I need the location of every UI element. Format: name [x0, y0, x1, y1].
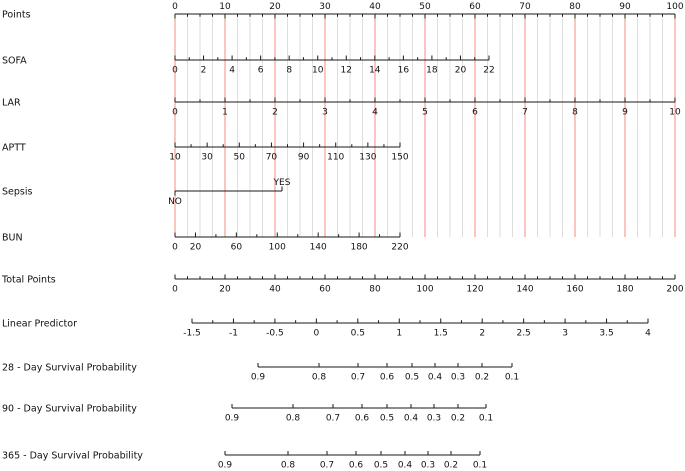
tick-label: 90: [619, 2, 631, 12]
row-label-survival-28: 28 - Day Survival Probability: [2, 362, 137, 374]
tick-label: 10: [219, 2, 231, 12]
tick-label: 0.7: [319, 460, 335, 471]
tick-label: 16: [397, 65, 410, 76]
tick-label: 40: [369, 2, 381, 12]
tick-label: 20: [219, 284, 231, 295]
tick-label: 0.6: [379, 372, 395, 383]
tick-label: -1.5: [183, 328, 201, 339]
tick-label: 0.1: [504, 372, 520, 383]
row-label-sepsis: Sepsis: [2, 186, 33, 198]
tick-label: 4: [372, 107, 378, 118]
tick-label: 0.8: [285, 413, 301, 424]
tick-label: 20: [269, 2, 281, 12]
tick-label: 180: [350, 242, 368, 253]
tick-label: 0.8: [280, 460, 296, 471]
row-label-total-points: Total Points: [2, 274, 56, 286]
tick-label: 1: [396, 328, 403, 339]
tick-label: -0.5: [266, 328, 284, 339]
tick-label: 0.5: [379, 413, 395, 424]
row-label-survival-90: 90 - Day Survival Probability: [2, 403, 137, 415]
tick-label: 140: [516, 284, 534, 295]
tick-label: 4: [229, 65, 235, 76]
tick-label: 3: [562, 328, 568, 339]
tick-label: 90: [297, 152, 310, 163]
category-label-sepsis-no: NO: [168, 197, 182, 207]
tick-label: 0: [172, 242, 178, 253]
tick-label: 22: [483, 65, 495, 76]
tick-label: 6: [472, 107, 478, 118]
tick-label: 100: [666, 2, 684, 12]
tick-label: 110: [327, 152, 345, 163]
tick-label: 0.3: [426, 413, 442, 424]
tick-label: 14: [369, 65, 381, 76]
tick-label: 0.5: [404, 372, 420, 383]
tick-label: 0.6: [348, 460, 364, 471]
tick-label: 0.7: [325, 413, 341, 424]
tick-label: 0.4: [427, 372, 443, 383]
tick-label: 18: [426, 65, 438, 76]
tick-label: 2: [479, 328, 486, 339]
tick-label: 0.1: [472, 460, 488, 471]
tick-label: 0: [172, 2, 178, 12]
tick-label: 1: [222, 107, 228, 118]
tick-label: 0.1: [478, 413, 494, 424]
tick-label: 2.5: [516, 328, 531, 339]
row-label-sofa: SOFA: [2, 55, 27, 67]
tick-label: 8: [286, 65, 293, 76]
tick-label: 0.3: [450, 372, 466, 383]
tick-label: 60: [319, 284, 331, 295]
tick-label: 0.9: [217, 460, 233, 471]
row-label-survival-365: 365 - Day Survival Probability: [2, 450, 143, 462]
tick-label: 10: [169, 152, 181, 163]
tick-label: 10: [312, 65, 324, 76]
tick-label: 0: [313, 328, 320, 339]
tick-label: 150: [391, 152, 409, 163]
row-label-aptt: APTT: [2, 142, 26, 154]
tick-label: 200: [666, 284, 684, 295]
tick-label: 60: [469, 2, 481, 12]
tick-label: 0: [172, 284, 178, 295]
tick-label: 0.9: [224, 413, 240, 424]
tick-label: -1: [228, 328, 238, 339]
tick-label: 70: [265, 152, 278, 163]
tick-label: 4: [645, 328, 651, 339]
tick-label: 0.9: [250, 372, 266, 383]
tick-label: 0.5: [373, 460, 389, 471]
tick-label: 120: [466, 284, 484, 295]
tick-label: 50: [419, 2, 431, 12]
tick-label: 0: [172, 65, 178, 76]
tick-label: 2: [272, 107, 278, 118]
tick-label: 60: [230, 242, 243, 253]
tick-label: 0.5: [350, 328, 365, 339]
tick-label: 0.2: [450, 413, 466, 424]
tick-label: 6: [257, 65, 264, 76]
category-label-sepsis-yes: YES: [273, 178, 291, 188]
tick-label: 70: [519, 2, 531, 12]
row-label-points: Points: [2, 9, 31, 21]
tick-label: 30: [319, 2, 331, 12]
row-label-bun: BUN: [2, 232, 23, 244]
tick-label: 0.3: [420, 460, 436, 471]
tick-label: 160: [566, 284, 584, 295]
tick-label: 100: [268, 242, 286, 253]
tick-label: 10: [669, 107, 681, 118]
tick-label: 0.2: [474, 372, 490, 383]
tick-label: 140: [309, 242, 327, 253]
tick-label: 30: [201, 152, 213, 163]
tick-label: 130: [359, 152, 377, 163]
tick-label: 0.6: [354, 413, 370, 424]
tick-label: 3: [322, 107, 328, 118]
tick-label: 1.5: [433, 328, 448, 339]
tick-label: 0.8: [311, 372, 327, 383]
tick-label: 0: [172, 107, 178, 118]
tick-label: 9: [622, 107, 628, 118]
tick-label: 100: [416, 284, 434, 295]
row-label-linear-predictor: Linear Predictor: [2, 318, 77, 330]
tick-label: 0.4: [397, 460, 413, 471]
tick-label: 40: [269, 284, 281, 295]
tick-label: 8: [572, 107, 578, 118]
tick-label: 180: [616, 284, 634, 295]
tick-label: 0.2: [443, 460, 459, 471]
tick-label: 3.5: [599, 328, 614, 339]
tick-label: 50: [233, 152, 246, 163]
tick-label: 0.4: [403, 413, 419, 424]
tick-label: 80: [369, 284, 381, 295]
tick-label: 20: [189, 242, 202, 253]
tick-label: 0.7: [350, 372, 366, 383]
tick-label: 5: [422, 107, 428, 118]
row-label-lar: LAR: [2, 97, 21, 109]
tick-label: 80: [569, 2, 581, 12]
tick-label: 20: [454, 65, 467, 76]
tick-label: 12: [340, 65, 352, 76]
tick-label: 220: [391, 242, 409, 253]
tick-label: 2: [200, 65, 207, 76]
tick-label: 7: [522, 107, 528, 118]
